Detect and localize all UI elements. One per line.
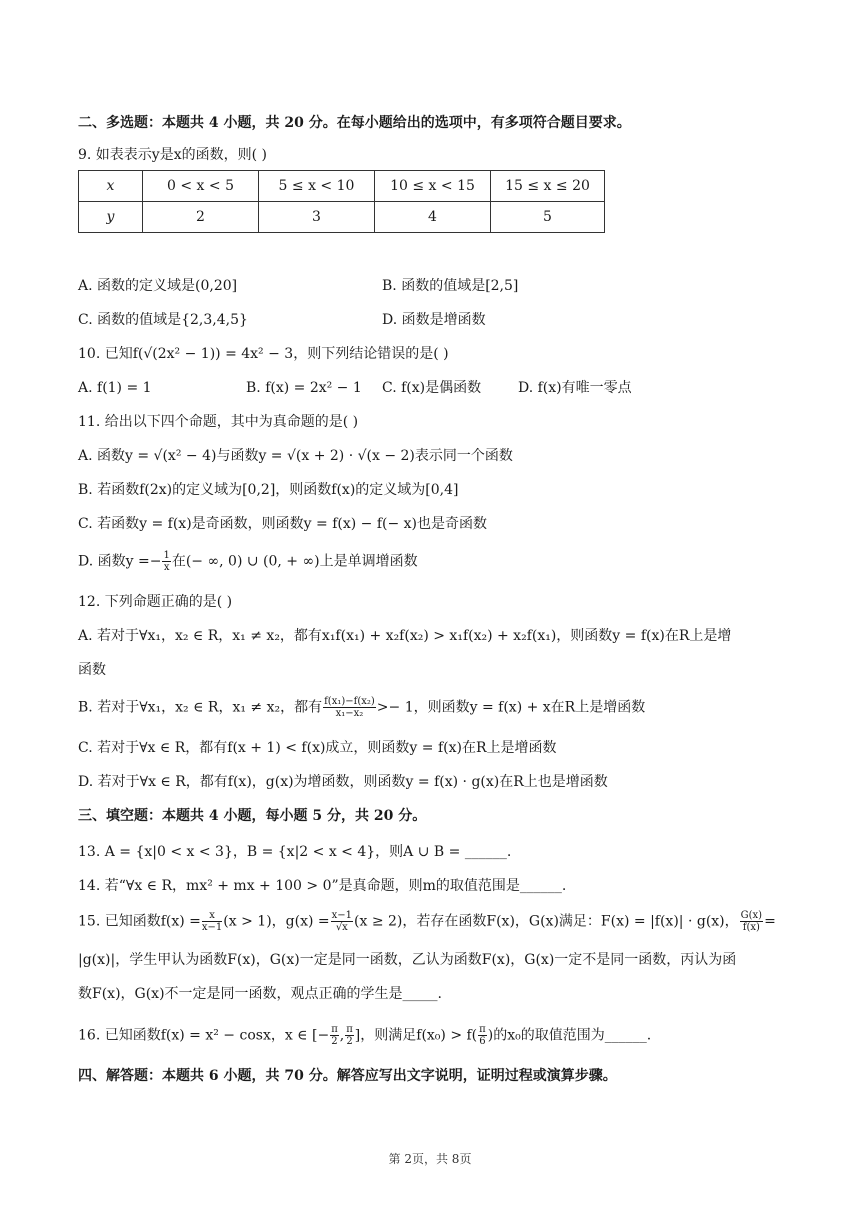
fraction-numerator: π [479, 1024, 486, 1035]
fraction-denominator: x−1 [201, 922, 223, 933]
table-header-cell: x [79, 171, 143, 202]
q10-option-a: A. f(1) = 1 [78, 380, 152, 396]
fraction-denominator: x₁−x₂ [335, 708, 364, 719]
fraction-denominator: f(x) [742, 922, 760, 933]
q11-d-prefix: D. 函数y =− [78, 553, 162, 570]
q11-option-c: C. 若函数y = f(x)是奇函数，则函数y = f(x) − f(− x)也是奇函数 [78, 516, 488, 532]
q12-option-a-line2: 函数 [78, 662, 106, 678]
table-row [79, 202, 605, 233]
fraction-numerator: π [331, 1024, 338, 1035]
fraction-numerator: 1 [163, 550, 170, 561]
q15-line1 [78, 910, 776, 933]
q16-text-end: )的x₀的取值范围为______. [487, 1027, 652, 1044]
q16-text-comma: , [339, 1027, 345, 1044]
q14-text: 14. 若“∀x ∈ R，mx² + mx + 100 > 0”是真命题，则m的取值范围是______. [78, 878, 567, 894]
fraction-denominator: 6 [479, 1036, 486, 1047]
q11-option-b: B. 若函数f(2x)的定义域为[0,2]，则函数f(x)的定义域为[0,4] [78, 482, 459, 498]
table-header-cell: 5 ≤ x < 10 [259, 171, 375, 202]
table-header-cell: 15 ≤ x ≤ 20 [491, 171, 605, 202]
section-3-heading: 三、填空题：本题共 4 小题，每小题 5 分，共 20 分。 [78, 808, 427, 824]
q16-text-mid: ]，则满足f(x₀) > f( [354, 1027, 478, 1044]
q11-d-suffix: 在(− ∞, 0) ∪ (0, + ∞)上是单调增函数 [171, 553, 418, 570]
q10-option-d: D. f(x)有唯一零点 [518, 380, 632, 396]
q15-text-mid2: (x ≥ 2)，若存在函数F(x)，G(x)满足：F(x) = |f(x)| · g(x)， [354, 913, 739, 930]
q15-text-mid: (x > 1)，g(x) = [223, 913, 330, 930]
fraction-numerator: G(x) [740, 910, 763, 921]
fraction [331, 910, 353, 933]
q11-stem: 11. 给出以下四个命题，其中为真命题的是( ) [78, 414, 359, 430]
q12-option-c: C. 若对于∀x ∈ R，都有f(x + 1) < f(x)成立，则函数y = f(x)在R上是增函数 [78, 740, 557, 756]
fraction-denominator: 2 [346, 1036, 353, 1047]
fraction-numerator: f(x₁)−f(x₂) [324, 696, 375, 707]
table-header-cell: 0 < x < 5 [143, 171, 259, 202]
fraction-denominator: √x [335, 922, 348, 933]
q16-text [78, 1024, 651, 1047]
fraction-numerator: x [202, 910, 222, 922]
q16-text-start: 16. 已知函数f(x) = x² − cosx，x ∈ [− [78, 1027, 330, 1044]
q12-stem: 12. 下列命题正确的是( ) [78, 594, 233, 610]
fraction [162, 550, 170, 573]
table-header-cell: 10 ≤ x < 15 [375, 171, 491, 202]
page-footer: 第 2页，共 8页 [388, 1152, 472, 1166]
fraction [345, 1024, 354, 1047]
q11-option-a: A. 函数y = √(x² − 4)与函数y = √(x + 2) · √(x − 2)表示同一个函数 [78, 448, 513, 464]
fraction-numerator: x−1 [331, 910, 353, 921]
q10-stem: 10. 已知f(√(2x² − 1)) = 4x² − 3，则下列结论错误的是( ) [78, 346, 449, 362]
q12-option-b [78, 696, 645, 719]
section-4-heading: 四、解答题：本题共 6 小题，共 70 分。解答应写出文字说明，证明过程或演算步骤。 [78, 1068, 617, 1084]
table-cell: 3 [259, 202, 375, 233]
table-cell: 2 [143, 202, 259, 233]
fraction [202, 910, 222, 933]
fraction [330, 1024, 339, 1047]
fraction [740, 910, 763, 933]
q10-option-b: B. f(x) = 2x² − 1 [246, 380, 362, 396]
q9-option-b: B. 函数的值域是[2,5] [382, 278, 519, 294]
q9-option-c: C. 函数的值域是{2,3,4,5} [78, 312, 248, 328]
q9-table [78, 170, 605, 233]
q11-option-d [78, 550, 418, 573]
q15-line2: |g(x)|，学生甲认为函数F(x)，G(x)一定是同一函数，乙认为函数F(x)，G(x)一定不是同一函数，丙认为函 [78, 952, 737, 968]
q15-line3: 数F(x)，G(x)不一定是同一函数，观点正确的学生是_____. [78, 986, 442, 1002]
q12-option-d: D. 若对于∀x ∈ R，都有f(x)，g(x)为增函数，则函数y = f(x) · g(x)在R上也是增函数 [78, 774, 608, 790]
q15-text-start: 15. 已知函数f(x) = [78, 913, 201, 930]
fraction [323, 696, 376, 719]
q13-text: 13. A = {x|0 < x < 3}，B = {x|2 < x < 4}，则A ∪ B = ______. [78, 844, 512, 860]
table-cell: 5 [491, 202, 605, 233]
table-row [79, 171, 605, 202]
q9-option-d: D. 函数是增函数 [382, 312, 486, 328]
fraction-denominator: 2 [331, 1036, 338, 1047]
table-cell: 4 [375, 202, 491, 233]
q12-option-a-line1: A. 若对于∀x₁，x₂ ∈ R，x₁ ≠ x₂，都有x₁f(x₁) + x₂f(x₂) > x₁f(x₂) + x₂f(x₁)，则函数y = f(x)在R上是增 [78, 628, 732, 644]
q15-text-end: = [764, 913, 776, 930]
fraction-numerator: π [346, 1024, 353, 1035]
table-cell: y [79, 202, 143, 233]
q12-b-prefix: B. 若对于∀x₁，x₂ ∈ R，x₁ ≠ x₂，都有 [78, 699, 323, 716]
fraction-denominator: x [163, 562, 170, 573]
q12-b-suffix: >− 1，则函数y = f(x) + x在R上是增函数 [376, 699, 646, 716]
q10-option-c: C. f(x)是偶函数 [382, 380, 482, 396]
q9-option-a: A. 函数的定义域是(0,20] [78, 278, 238, 294]
section-2-heading: 二、多选题：本题共 4 小题，共 20 分。在每小题给出的选项中，有多项符合题目要求。 [78, 115, 631, 131]
fraction [478, 1024, 487, 1047]
q9-stem: 9. 如表表示y是x的函数，则( ) [78, 147, 267, 163]
